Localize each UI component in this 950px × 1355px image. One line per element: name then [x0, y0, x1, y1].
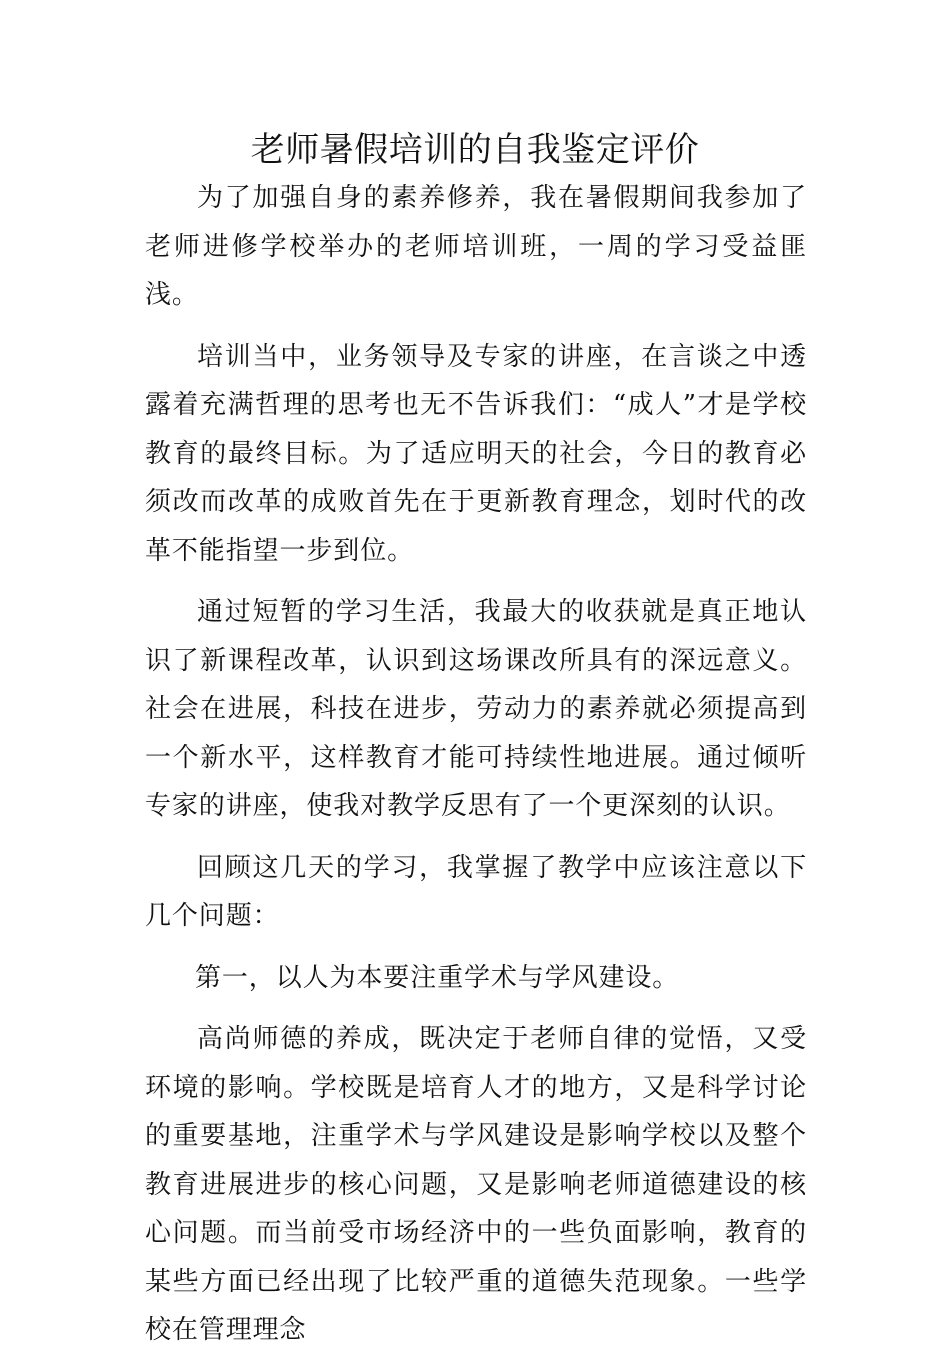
paragraph-intro: 为了加强自身的素养修养，我在暑假期间我参加了老师进修学校举办的老师培训班，一周的学习受益匪浅。 — [145, 183, 807, 310]
paragraph-lectures: 培训当中，业务领导及专家的讲座，在言谈之中透露着充满哲理的思考也无不告诉我们：“成人”才是学校教育的最终目标。为了适应明天的社会，今日的教育必须改而改革的成败首先在于更新教育理念，划时代的改革不能指望一步到位。 — [145, 341, 807, 566]
paragraph-ethics: 高尚师德的养成，既决定于老师自律的觉悟，又受环境的影响。学校既是培育人才的地方，又是科学讨论的重要基地，注重学术与学风建设是影响学校以及整个教育进展进步的核心问题，又是影响老师道德建设的核心问题。而当前受市场经济中的一些负面影响，教育的某些方面已经出现了比较严重的道德失范现象。一些学校在管理理念 — [145, 1024, 807, 1345]
document-title: 老师暑假培训的自我鉴定评价 — [250, 130, 700, 170]
paragraph-review: 回顾这几天的学习，我掌握了教学中应该注意以下几个问题： — [145, 852, 807, 931]
paragraph-point-one: 第一，以人为本要注重学术与学风建设。 — [195, 962, 680, 993]
document-body — [145, 174, 807, 1355]
paragraph-reform: 通过短暂的学习生活，我最大的收获就是真正地认识了新课程改革，认识到这场课改所具有的深远意义。社会在进展，科技在进步，劳动力的素养就必须提高到一个新水平，这样教育才能可持续性地进展。通过倾听专家的讲座，使我对教学反思有了一个更深刻的认识。 — [145, 597, 807, 821]
